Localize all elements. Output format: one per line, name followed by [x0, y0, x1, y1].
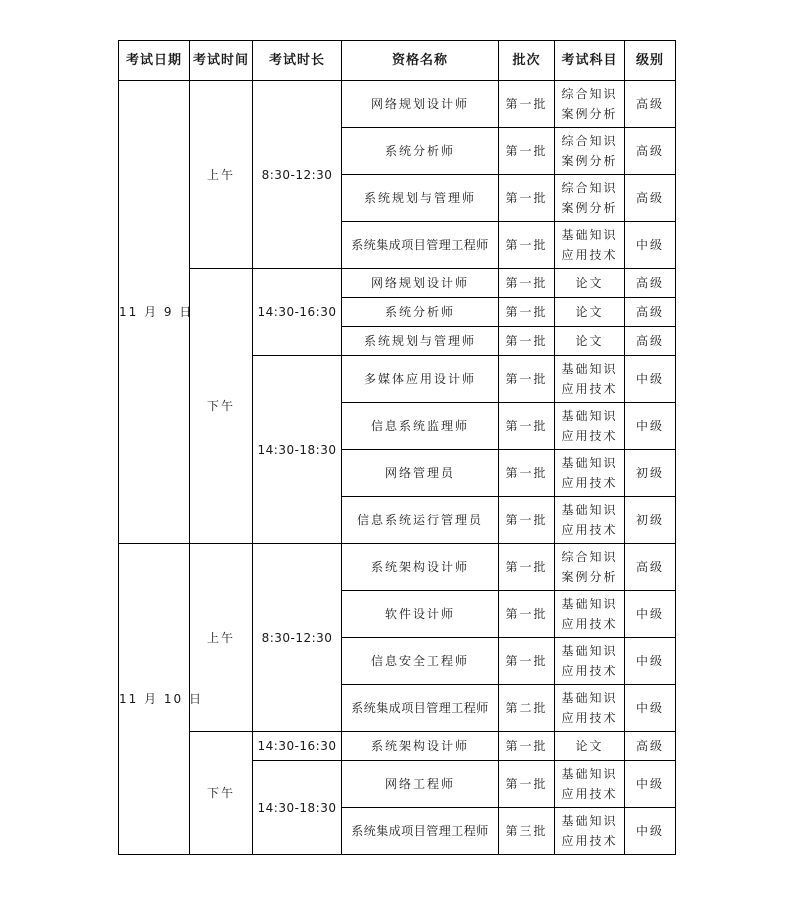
- exam-subject-cell: [555, 732, 625, 761]
- level-cell: 初级: [625, 450, 676, 497]
- level-cell: 中级: [625, 808, 676, 855]
- qualification-name-cell: 系统分析师: [342, 128, 499, 175]
- table-row: [119, 81, 676, 128]
- exam-period-cell: 下午: [190, 269, 253, 544]
- subject-line: 基础知识: [561, 814, 618, 828]
- batch-cell: 第一批: [499, 591, 555, 638]
- subject-line: 基础知识: [561, 456, 618, 470]
- batch-cell: 第一批: [499, 638, 555, 685]
- subject-line: 论文: [575, 739, 604, 753]
- level-cell: 中级: [625, 403, 676, 450]
- level-cell: 高级: [625, 544, 676, 591]
- batch-cell: 第一批: [499, 128, 555, 175]
- level-cell: 高级: [625, 128, 676, 175]
- exam-duration-cell: 14:30-16:30: [253, 732, 342, 761]
- subject-line: 应用技术: [561, 617, 618, 631]
- exam-subject-cell: [555, 128, 625, 175]
- exam-subject-cell: [555, 450, 625, 497]
- level-cell: 中级: [625, 685, 676, 732]
- qualification-name-cell: 网络规划设计师: [342, 269, 499, 298]
- header-exam-subject: 考试科目: [555, 41, 625, 81]
- table-row: [119, 732, 676, 761]
- level-cell: 中级: [625, 356, 676, 403]
- exam-subject-cell: [555, 497, 625, 544]
- exam-date-cell: 11 月 10 日: [119, 544, 190, 855]
- exam-subject-cell: [555, 638, 625, 685]
- subject-line: 应用技术: [561, 248, 618, 262]
- subject-line: 应用技术: [561, 664, 618, 678]
- batch-cell: 第一批: [499, 497, 555, 544]
- exam-subject-cell: [555, 298, 625, 327]
- level-cell: 初级: [625, 497, 676, 544]
- exam-subject-cell: [555, 808, 625, 855]
- header-qualification-name: 资格名称: [342, 41, 499, 81]
- subject-line: 基础知识: [561, 597, 618, 611]
- exam-subject-cell: [555, 222, 625, 269]
- qualification-name-cell: 系统集成项目管理工程师: [342, 808, 499, 855]
- exam-subject-cell: [555, 327, 625, 356]
- subject-line: 案例分析: [561, 154, 618, 168]
- subject-line: 应用技术: [561, 523, 618, 537]
- qualification-name-cell: 系统集成项目管理工程师: [342, 685, 499, 732]
- exam-duration-cell: 14:30-18:30: [253, 761, 342, 855]
- subject-line: 应用技术: [561, 382, 618, 396]
- header-exam-duration: 考试时长: [253, 41, 342, 81]
- subject-line: 论文: [575, 334, 604, 348]
- batch-cell: 第一批: [499, 298, 555, 327]
- batch-cell: 第一批: [499, 81, 555, 128]
- exam-period-cell: 上午: [190, 544, 253, 732]
- level-cell: 中级: [625, 638, 676, 685]
- exam-subject-cell: [555, 591, 625, 638]
- exam-subject-cell: [555, 269, 625, 298]
- level-cell: 中级: [625, 761, 676, 808]
- level-cell: 中级: [625, 591, 676, 638]
- table-row: [119, 544, 676, 591]
- subject-line: 基础知识: [561, 228, 618, 242]
- subject-line: 应用技术: [561, 711, 618, 725]
- header-batch: 批次: [499, 41, 555, 81]
- qualification-name-cell: 系统规划与管理师: [342, 327, 499, 356]
- level-cell: 中级: [625, 222, 676, 269]
- level-cell: 高级: [625, 732, 676, 761]
- exam-subject-cell: [555, 685, 625, 732]
- subject-line: 案例分析: [561, 107, 618, 121]
- subject-line: 基础知识: [561, 767, 618, 781]
- subject-line: 案例分析: [561, 201, 618, 215]
- exam-schedule-table: [118, 40, 676, 855]
- qualification-name-cell: 网络规划设计师: [342, 81, 499, 128]
- batch-cell: 第三批: [499, 808, 555, 855]
- qualification-name-cell: 系统架构设计师: [342, 732, 499, 761]
- subject-line: 综合知识: [561, 87, 618, 101]
- qualification-name-cell: 信息安全工程师: [342, 638, 499, 685]
- level-cell: 高级: [625, 175, 676, 222]
- batch-cell: 第一批: [499, 761, 555, 808]
- subject-line: 基础知识: [561, 409, 618, 423]
- table-header: [119, 41, 676, 81]
- qualification-name-cell: 系统架构设计师: [342, 544, 499, 591]
- batch-cell: 第一批: [499, 327, 555, 356]
- subject-line: 综合知识: [561, 134, 618, 148]
- subject-line: 案例分析: [561, 570, 618, 584]
- exam-subject-cell: [555, 175, 625, 222]
- exam-duration-cell: 8:30-12:30: [253, 544, 342, 732]
- exam-date-cell: 11 月 9 日: [119, 81, 190, 544]
- qualification-name-cell: 多媒体应用设计师: [342, 356, 499, 403]
- header-exam-date: 考试日期: [119, 41, 190, 81]
- table-body: [119, 81, 676, 855]
- qualification-name-cell: 软件设计师: [342, 591, 499, 638]
- qualification-name-cell: 信息系统监理师: [342, 403, 499, 450]
- level-cell: 高级: [625, 81, 676, 128]
- subject-line: 应用技术: [561, 476, 618, 490]
- exam-subject-cell: [555, 761, 625, 808]
- subject-line: 论文: [575, 276, 604, 290]
- exam-subject-cell: [555, 403, 625, 450]
- qualification-name-cell: 信息系统运行管理员: [342, 497, 499, 544]
- batch-cell: 第一批: [499, 269, 555, 298]
- exam-period-cell: 下午: [190, 732, 253, 855]
- batch-cell: 第一批: [499, 222, 555, 269]
- exam-subject-cell: [555, 544, 625, 591]
- subject-line: 综合知识: [561, 181, 618, 195]
- exam-period-cell: 上午: [190, 81, 253, 269]
- subject-line: 基础知识: [561, 362, 618, 376]
- subject-line: 应用技术: [561, 834, 618, 848]
- qualification-name-cell: 系统规划与管理师: [342, 175, 499, 222]
- exam-subject-cell: [555, 81, 625, 128]
- subject-line: 应用技术: [561, 429, 618, 443]
- batch-cell: 第二批: [499, 685, 555, 732]
- batch-cell: 第一批: [499, 403, 555, 450]
- level-cell: 高级: [625, 327, 676, 356]
- level-cell: 高级: [625, 269, 676, 298]
- subject-line: 论文: [575, 305, 604, 319]
- subject-line: 应用技术: [561, 787, 618, 801]
- exam-subject-cell: [555, 356, 625, 403]
- batch-cell: 第一批: [499, 732, 555, 761]
- batch-cell: 第一批: [499, 175, 555, 222]
- exam-duration-cell: 14:30-18:30: [253, 356, 342, 544]
- exam-duration-cell: 8:30-12:30: [253, 81, 342, 269]
- header-level: 级别: [625, 41, 676, 81]
- subject-line: 基础知识: [561, 503, 618, 517]
- qualification-name-cell: 系统集成项目管理工程师: [342, 222, 499, 269]
- header-row: [119, 41, 676, 81]
- batch-cell: 第一批: [499, 356, 555, 403]
- exam-duration-cell: 14:30-16:30: [253, 269, 342, 356]
- subject-line: 基础知识: [561, 691, 618, 705]
- header-exam-time: 考试时间: [190, 41, 253, 81]
- qualification-name-cell: 网络管理员: [342, 450, 499, 497]
- batch-cell: 第一批: [499, 544, 555, 591]
- subject-line: 综合知识: [561, 550, 618, 564]
- qualification-name-cell: 网络工程师: [342, 761, 499, 808]
- qualification-name-cell: 系统分析师: [342, 298, 499, 327]
- level-cell: 高级: [625, 298, 676, 327]
- table-row: [119, 269, 676, 298]
- batch-cell: 第一批: [499, 450, 555, 497]
- subject-line: 基础知识: [561, 644, 618, 658]
